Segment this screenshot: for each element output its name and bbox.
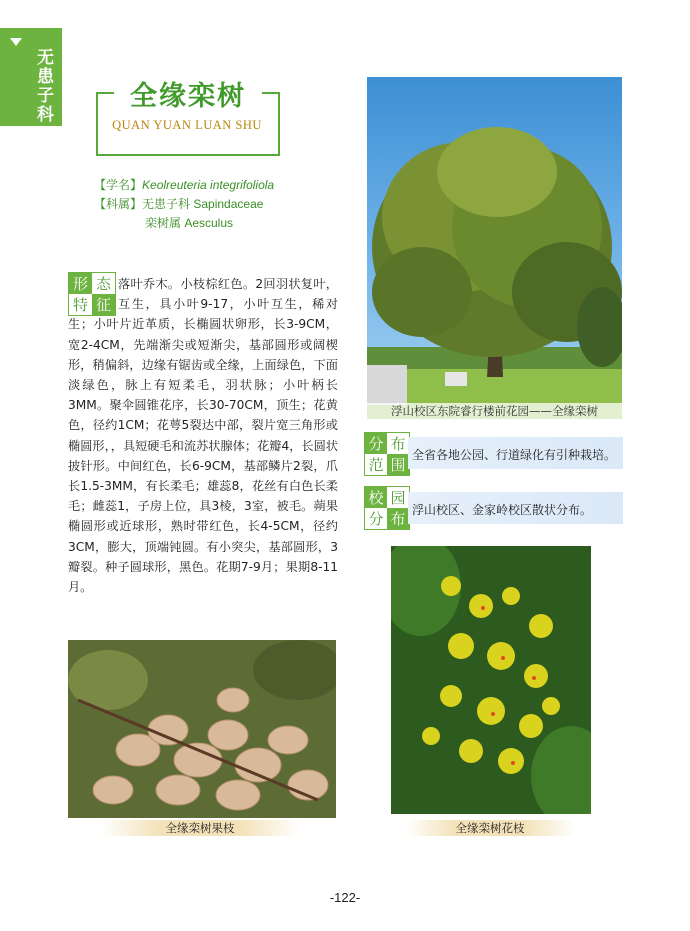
campus-text: 浮山校区、金家岭校区散状分布。 xyxy=(412,503,593,517)
flower-illustration xyxy=(391,546,591,814)
page-number: -122- xyxy=(329,890,361,905)
family-tab-label: 无患子科 xyxy=(33,48,53,124)
flower-photo xyxy=(391,546,591,814)
fruit-illustration xyxy=(68,640,336,818)
distribution-text: 全省各地公园、行道绿化有引种栽培。 xyxy=(412,448,617,462)
fruit-photo-caption: 全缘栾树果枝 xyxy=(100,820,300,836)
tree-photo-caption: 浮山校区东院睿行楼前花园——全缘栾树 xyxy=(367,403,622,419)
tree-illustration xyxy=(367,77,622,419)
page-title-pinyin: QUAN YUAN LUAN SHU xyxy=(112,118,262,132)
family-name: 无患子科 Sapindaceae xyxy=(142,197,264,211)
page-title: 全缘栾树 xyxy=(130,81,246,112)
family-tab xyxy=(0,28,62,126)
campus-tag: 校 园 分 布 xyxy=(364,486,410,530)
scientific-name-row xyxy=(94,176,274,193)
fruit-photo xyxy=(68,640,336,818)
morphology-text: 落叶乔木。小枝棕红色。2回羽状复叶，互生，具小叶9-17，小叶互生，稀对生；小叶片近革质，长椭圆状卵形，长3-9CM，宽2-4CM，先端渐尖或短渐尖，基部圆形或阔楔形，稍偏斜，边缘有锯齿或全缘，上面绿色，下面淡绿色，脉上有短柔毛，羽状脉；小叶柄长3MM。聚伞圆锥花序，长30-70CM，顶生；花黄色，径约1CM；花萼5裂达中部，裂片宽三角形或椭圆形，，具短硬毛和流苏状腺体；花瓣4，长圆状披针形。中间红色，长6-9CM，基部鳞片2裂，爪长1.5-3MM，有长柔毛；雄蕊8，花丝有白色长柔毛；雌蕊1，子房上位，具3棱，3室，被毛。蒴果椭圆形或近球形，熟时带红色，长4-5CM，径约3CM，膨大，顶端钝圆。有小突尖，基部圆形，3瓣裂。种子圆球形，黑色。花期7-9月；果期8-11月。 xyxy=(68,277,338,595)
scientific-name-key: 【学名】 xyxy=(94,178,143,192)
genus-row: 栾树属 Aesculus xyxy=(145,216,234,230)
triangle-down-icon xyxy=(10,38,22,46)
morphology-text-block xyxy=(68,274,338,597)
family-key: 【科属】 xyxy=(94,197,143,211)
distribution-tag: 分 布 范 围 xyxy=(364,432,410,476)
family-row xyxy=(94,195,263,212)
morphology-tag: 形 态 特 征 xyxy=(68,272,116,316)
tree-photo xyxy=(367,77,622,419)
flower-photo-caption: 全缘栾树花枝 xyxy=(405,820,575,836)
scientific-name: Keolreuteria integrifoliola xyxy=(142,178,275,192)
